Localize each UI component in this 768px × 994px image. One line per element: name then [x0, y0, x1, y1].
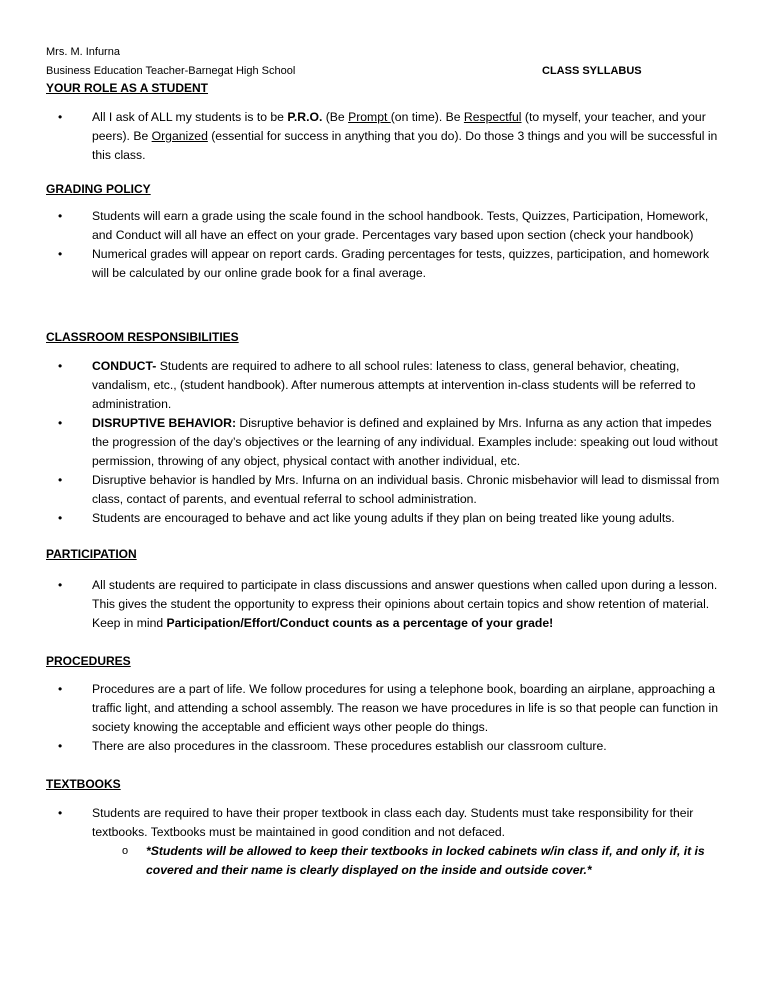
role-organized: Organized [151, 129, 208, 143]
disruptive-text: Disruptive behavior is defined and explained by Mrs. Infurna as any action that impedes the progression of the day’s objectives or the learning of any individual. Examples include: speaking out loud without permission, throwing of any object, physical contact with another individual, etc. [92, 416, 718, 468]
conduct-label: CONDUCT- [92, 359, 157, 373]
section-heading-grading: GRADING POLICY [46, 182, 151, 196]
role-text-5: (essential for success in anything that you do). Do those 3 things and you will be successful in this class. [92, 129, 718, 162]
participation-bold: Participation/Effort/Conduct counts as a percentage of your grade! [166, 616, 554, 630]
role-pro: P.R.O. [287, 110, 323, 124]
textbooks-list [46, 804, 726, 880]
grading-list [46, 207, 726, 283]
participation-text: All students are required to participate in class discussions and answer questions when called upon during a lesson. This gives the student the opportunity to express their opinions about certain topics and show retention of material. Keep in mind [92, 578, 718, 630]
role-text-3: (on time). Be [390, 110, 464, 124]
role-text-1: All I ask of ALL my students is to be [92, 110, 288, 124]
textbooks-sublist [92, 842, 726, 880]
list-item: • Students will earn a grade using the scale found in the school handbook. Tests, Quizzes, Participation, Homework, and Conduct will all have an effect on your grade. Percentages vary based upon section (check your handbook) [46, 207, 726, 245]
list-item: • There are also procedures in the classroom. These procedures establish our classroom culture. [46, 737, 726, 756]
role-text-2: (Be [322, 110, 349, 124]
role-prompt: Prompt [348, 110, 391, 124]
role-list [46, 108, 726, 165]
list-item [46, 804, 726, 880]
list-item: • Numerical grades will appear on report cards. Grading percentages for tests, quizzes, participation, and homework will be calculated by our online grade book for a final average. [46, 245, 726, 283]
conduct-text: Students are required to adhere to all school rules: lateness to class, general behavior, cheating, vandalism, etc., (student handbook). After numerous attempts at intervention in-class students will be referred to administration. [92, 359, 696, 411]
list-item [46, 576, 726, 633]
section-heading-responsibilities: CLASSROOM RESPONSIBILITIES [46, 330, 239, 344]
document-label: CLASS SYLLABUS [542, 65, 642, 77]
section-heading-role: YOUR ROLE AS A STUDENT [46, 81, 209, 95]
role-text-4: (to myself, your teacher, and your peers). Be [92, 110, 706, 143]
list-item: • Procedures are a part of life. We follow procedures for using a telephone book, boarding an airplane, approaching a traffic light, and attending a school assembly. The reason we have procedures in life is so that people can function in society knowing the acceptable and efficient ways other people do things. [46, 680, 726, 737]
list-item: • Students are encouraged to behave and act like young adults if they plan on being treated like young adults. [46, 509, 726, 528]
role-respectful: Respectful [463, 110, 522, 124]
teacher-title: Business Education Teacher-Barnegat High School [46, 65, 296, 77]
section-heading-participation: PARTICIPATION [46, 547, 137, 561]
list-item: • Disruptive behavior is handled by Mrs. Infurna on an individual basis. Chronic misbehavior will lead to dismissal from class, contact of parents, and eventual referral to school administration. [46, 471, 726, 509]
section-heading-procedures: PROCEDURES [46, 654, 131, 668]
participation-list [46, 576, 726, 633]
procedures-list [46, 680, 726, 756]
role-item [46, 108, 726, 165]
disruptive-label: DISRUPTIVE BEHAVIOR: [92, 416, 237, 430]
responsibilities-list [46, 357, 726, 528]
textbooks-text: Students are required to have their proper textbook in class each day. Students must take responsibility for their textbooks. Textbooks must be maintained in good condition and not defaced. [92, 806, 694, 839]
list-item [46, 357, 726, 414]
section-heading-textbooks: TEXTBOOKS [46, 777, 121, 791]
teacher-name: Mrs. M. Infurna [46, 46, 120, 58]
sub-list-item: o *Students will be allowed to keep their textbooks in locked cabinets w/in class if, and only if, it is covered and their name is clearly displayed on the inside and outside cover.* [116, 842, 726, 880]
list-item [46, 414, 726, 471]
